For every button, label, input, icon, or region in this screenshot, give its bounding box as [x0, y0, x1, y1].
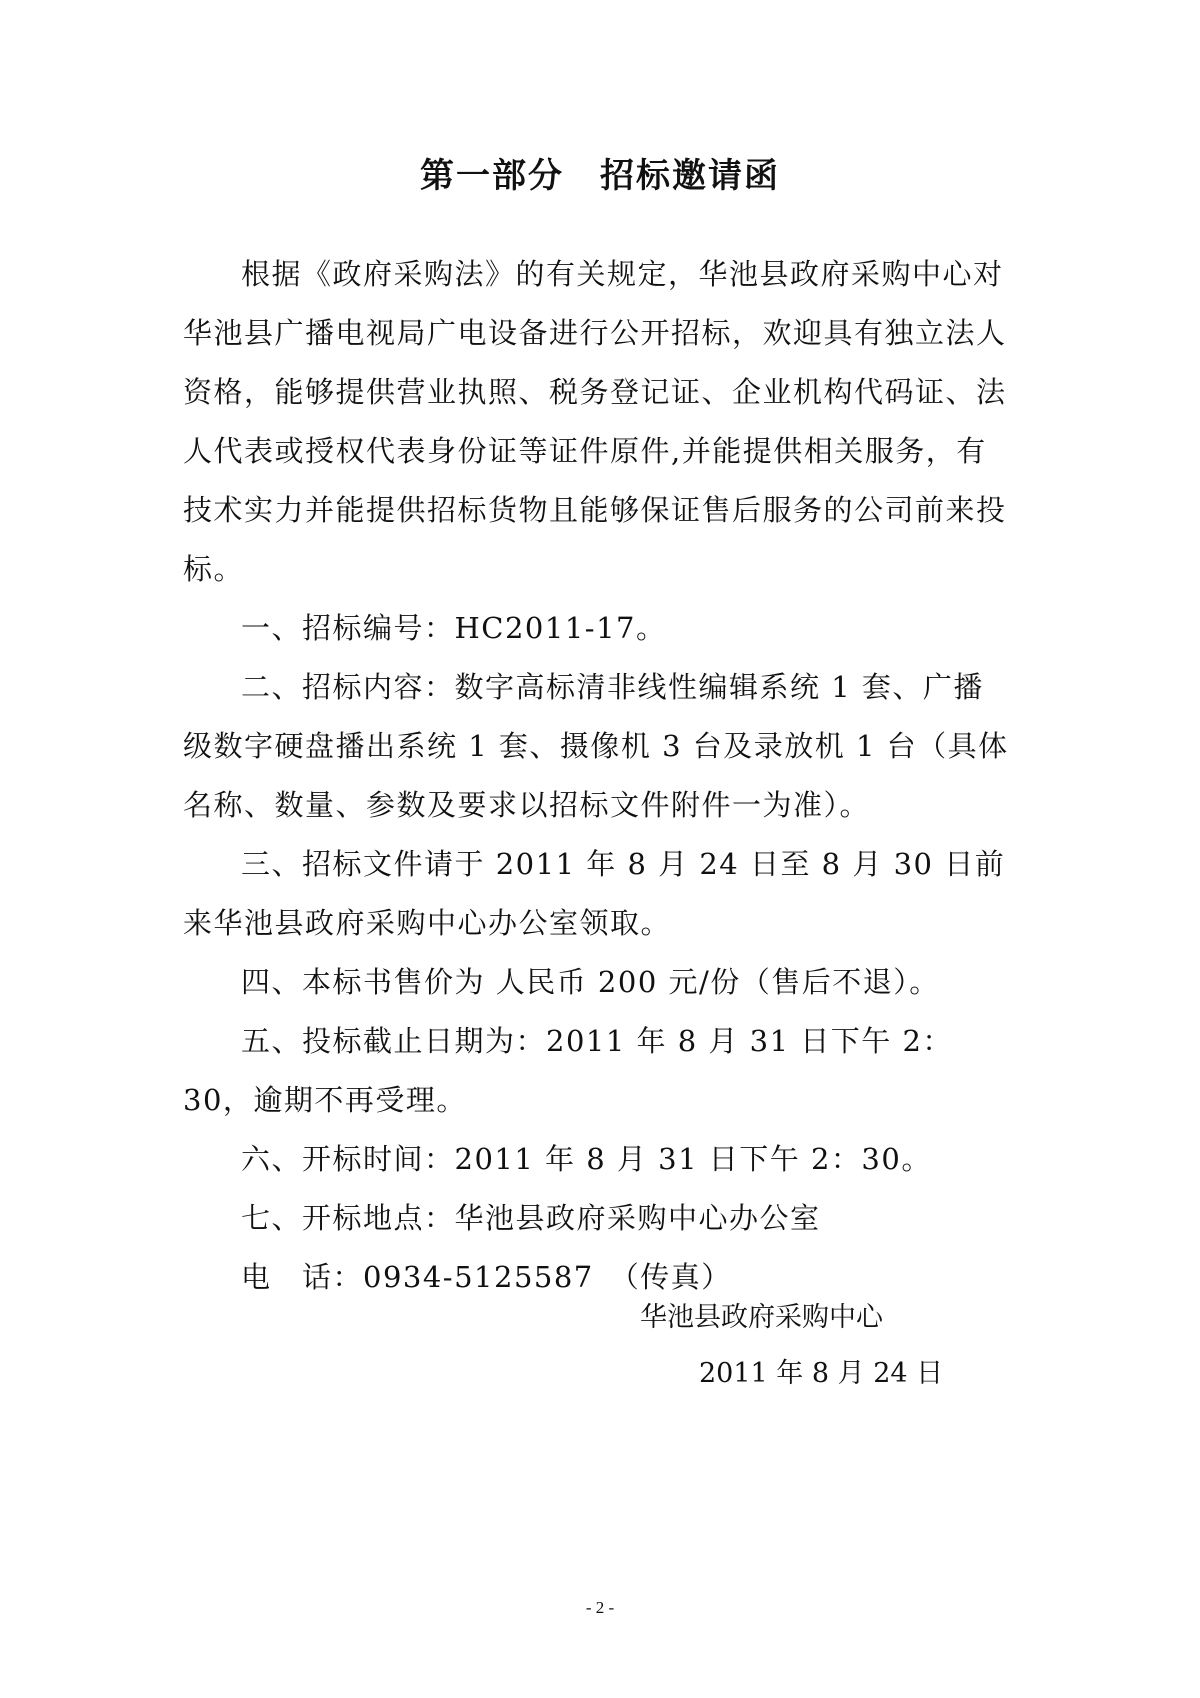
paragraph-document-pickup: 三、招标文件请于 2011 年 8 月 24 日至 8 月 30 日前来华池县政府采购中心办公室领取。 [183, 847, 1006, 940]
page-title: 第一部分 招标邀请函 [420, 156, 780, 196]
paragraph-tender-number: 一、招标编号：HC2011-17。 [241, 611, 667, 645]
paragraph-price: 四、本标书售价为 人民币 200 元/份（售后不退）。 [241, 965, 940, 999]
paragraph-tender-content: 二、招标内容：数字高标清非线性编辑系统 1 套、广播级数字硬盘播出系统 1 套、摄像机 3 台及录放机 1 台（具体名称、数量、参数及要求以招标文件附件一为准）。 [183, 670, 1009, 822]
page-number: - 2 - [585, 1598, 615, 1617]
signature-org: 华池县政府采购中心 [640, 1302, 883, 1333]
signature-date: 2011 年 8 月 24 日 [699, 1358, 944, 1389]
paragraph-intro: 根据《政府采购法》的有关规定，华池县政府采购中心对华池县广播电视局广电设备进行公开招标，欢迎具有独立法人资格，能够提供营业执照、税务登记证、企业机构代码证、法人代表或授权代表身份证等证件原件,并能提供相关服务，有技术实力并能提供招标货物且能够保证售后服务的公司前来投标。 [183, 257, 1007, 586]
signature-block [640, 1290, 943, 1402]
paragraph-phone: 电 话：0934-5125587 （传真） [241, 1260, 732, 1294]
paragraph-opening-location: 七、开标地点：华池县政府采购中心办公室 [241, 1201, 821, 1235]
document-body [183, 245, 1013, 1307]
paragraph-opening-time: 六、开标时间：2011 年 8 月 31 日下午 2：30。 [241, 1142, 932, 1176]
paragraph-deadline: 五、投标截止日期为：2011 年 8 月 31 日下午 2：30，逾期不再受理。 [183, 1024, 953, 1117]
